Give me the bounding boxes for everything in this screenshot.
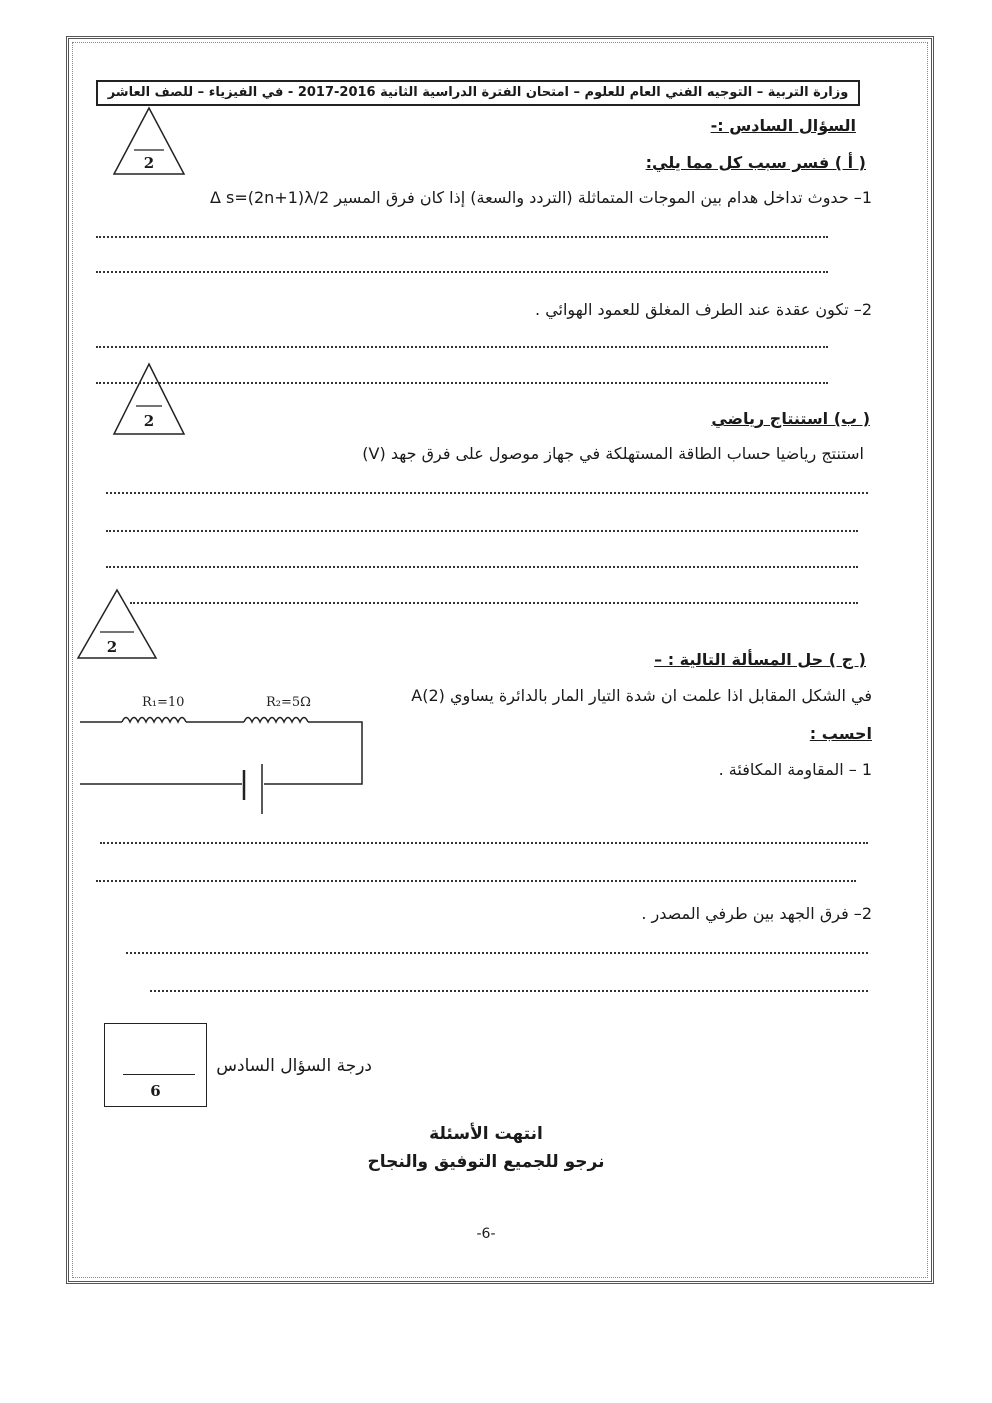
answer-line[interactable]: [130, 602, 858, 604]
answer-line[interactable]: [106, 530, 858, 532]
resistor-r2: [244, 718, 308, 723]
section-b-title: ( ب) استنتاج رياضي: [711, 409, 870, 428]
answer-line[interactable]: [96, 236, 828, 238]
answer-line[interactable]: [96, 346, 828, 348]
section-c-title: ( ج ) حل المسألة التالية : –: [654, 650, 866, 669]
section-b-prompt: استنتج رياضيا حساب الطاقة المستهلكة في جهاز موصول على فرق جهد (V): [362, 444, 864, 463]
answer-line[interactable]: [96, 382, 828, 384]
circuit-diagram: [76, 684, 372, 820]
section-a-title: ( أ ) فسر سبب كل مما يلي:: [645, 153, 866, 172]
answer-line[interactable]: [126, 952, 868, 954]
section-a-item1-formula: Δ s=(2n+1)λ/2: [209, 188, 330, 207]
section-c-item2: 2– فرق الجهد بين طرفي المصدر .: [641, 904, 872, 923]
resistor-r1: [122, 718, 186, 723]
answer-line[interactable]: [106, 492, 868, 494]
r2-label: R₂=5Ω: [266, 695, 311, 710]
score-a: 2: [143, 154, 155, 172]
score-c: 2: [106, 638, 118, 656]
closing-line-1: انتهت الأسئلة: [429, 1124, 543, 1144]
answer-line[interactable]: [96, 271, 828, 273]
question-title: السؤال السادس :-: [710, 116, 856, 135]
closing-line-2: نرجو للجميع التوفيق والنجاح: [367, 1152, 605, 1172]
score-b: 2: [143, 412, 155, 430]
page-number: -6-: [476, 1226, 496, 1242]
exam-header: وزارة التربية – التوجيه الفني العام للعلوم – امتحان الفترة الدراسية الثانية 2016-2017 - في الفيزياء – للصف العاشر: [96, 80, 860, 106]
grade-label: درجة السؤال السادس: [216, 1056, 372, 1076]
section-c-item1: 1 – المقاومة المكافئة .: [718, 760, 872, 779]
answer-line[interactable]: [96, 880, 856, 882]
r1-label: R₁=10: [142, 695, 185, 710]
section-c-intro: في الشكل المقابل اذا علمت ان شدة التيار المار بالدائرة يساوي A(2): [411, 686, 872, 705]
section-c-compute: احسب :: [809, 724, 872, 743]
grade-box: [104, 1023, 207, 1107]
section-a-item2: 2– تكون عقدة عند الطرف المغلق للعمود الهوائي .: [535, 300, 872, 319]
section-a-item1-text: 1– حدوث تداخل هدام بين الموجات المتماثلة (التردد والسعة) إذا كان فرق المسير: [334, 188, 872, 207]
grade-value: 6: [150, 1082, 161, 1100]
answer-line[interactable]: [150, 990, 868, 992]
answer-line[interactable]: [100, 842, 868, 844]
section-a-item1: [210, 188, 872, 207]
answer-line[interactable]: [106, 566, 858, 568]
